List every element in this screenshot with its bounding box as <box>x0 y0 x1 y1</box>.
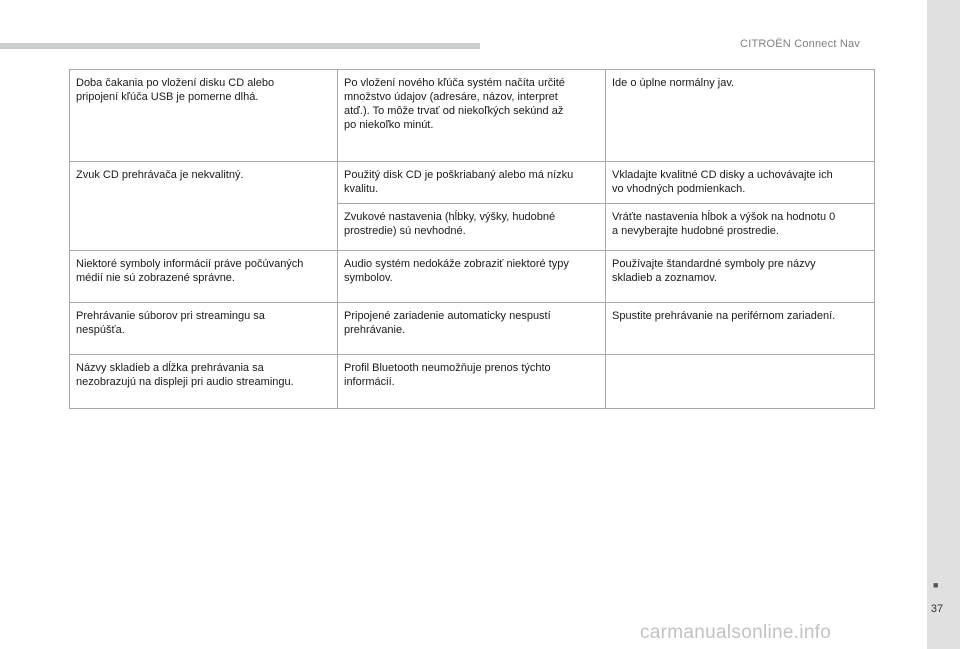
solution-cell: Spustite prehrávanie na periférnom zariadení. <box>606 303 875 355</box>
header-rule <box>0 43 480 49</box>
question-cell: Doba čakania po vložení disku CD alebo pripojení kľúča USB je pomerne dlhá. <box>70 70 338 162</box>
table-row <box>70 162 875 204</box>
solution-cell: Používajte štandardné symboly pre názvy skladieb a zoznamov. <box>606 251 875 303</box>
solution-cell <box>606 355 875 409</box>
brand-title: CITROËN Connect Nav <box>740 38 860 50</box>
question-cell: Zvuk CD prehrávača je nekvalitný. <box>70 162 338 251</box>
page-number: 37 <box>930 603 944 615</box>
page-marker: ■ <box>933 580 939 590</box>
solution-cell: Vkladajte kvalitné CD disky a uchovávajte ich vo vhodných podmienkach. <box>606 162 875 204</box>
cause-cell: Profil Bluetooth neumožňuje prenos týchto informácií. <box>338 355 606 409</box>
question-cell: Názvy skladieb a dĺžka prehrávania sa nezobrazujú na displeji pri audio streamingu. <box>70 355 338 409</box>
question-cell: Prehrávanie súborov pri streamingu sa nespúšťa. <box>70 303 338 355</box>
solution-cell: Ide o úplne normálny jav. <box>606 70 875 162</box>
side-bar <box>927 0 960 649</box>
cause-cell: Po vložení nového kľúča systém načíta určité množstvo údajov (adresáre, názov, interpret atď.). To môže trvať od niekoľkých sekúnd až po niekoľko minút. <box>338 70 606 162</box>
watermark: carmanualsonline.info <box>640 622 832 643</box>
cause-cell: Zvukové nastavenia (hĺbky, výšky, hudobné prostredie) sú nevhodné. <box>338 204 606 251</box>
cause-cell: Pripojené zariadenie automaticky nespustí prehrávanie. <box>338 303 606 355</box>
solution-cell: Vráťte nastavenia hĺbok a výšok na hodnotu 0 a nevyberajte hudobné prostredie. <box>606 204 875 251</box>
table-row <box>70 303 875 355</box>
table-row <box>70 251 875 303</box>
troubleshooting-table <box>69 69 875 409</box>
cause-cell: Audio systém nedokáže zobraziť niektoré typy symbolov. <box>338 251 606 303</box>
table-row <box>70 70 875 162</box>
table-row <box>70 355 875 409</box>
question-cell: Niektoré symboly informácií práve počúvaných médií nie sú zobrazené správne. <box>70 251 338 303</box>
cause-cell: Použitý disk CD je poškriabaný alebo má nízku kvalitu. <box>338 162 606 204</box>
